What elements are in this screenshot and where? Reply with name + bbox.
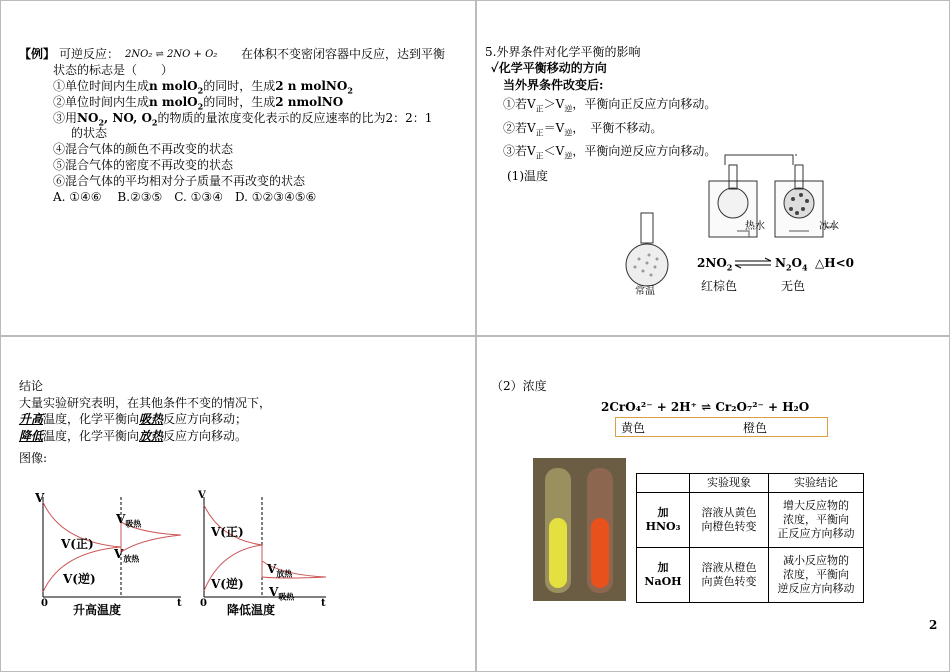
flask-label: 常温 bbox=[635, 286, 655, 297]
concentration-title: （2）浓度 bbox=[491, 379, 547, 393]
table-cell: 溶液从黄色 向橙色转变 bbox=[690, 493, 769, 548]
table-cell: 减小反应物的 浓度，平衡向 逆反应方向移动 bbox=[769, 548, 864, 603]
g1-v-zheng: V(正) bbox=[61, 537, 94, 551]
table-header-cell: 实验现象 bbox=[690, 474, 769, 493]
hot-water-label: 热水 bbox=[745, 221, 765, 232]
enthalpy: △H<0 bbox=[815, 256, 854, 270]
image-label: 图像: bbox=[19, 451, 48, 465]
example-label: 【例】 bbox=[19, 47, 56, 61]
g2-v-ni: V(逆) bbox=[211, 577, 244, 591]
color-box bbox=[615, 417, 828, 437]
table-row bbox=[637, 548, 864, 603]
option-1: ①单位时间内生成n molO$_2$的同时，生成2 n molNO$_2$ bbox=[53, 79, 353, 96]
slide-equilibrium-example bbox=[0, 0, 476, 336]
table-cell: 加NaOH bbox=[637, 548, 690, 603]
option-4: ④混合气体的颜色不再改变的状态 bbox=[53, 142, 234, 156]
g2-v-xire: $V_{吸热}$ bbox=[269, 585, 295, 602]
color-orange: 橙色 bbox=[743, 421, 768, 435]
table-header-cell bbox=[637, 474, 690, 493]
option-6: ⑥混合气体的平均相对分子质量不再改变的状态 bbox=[53, 174, 306, 188]
color-yellow: 黄色 bbox=[621, 421, 646, 435]
conclusion-line-1: 大量实验研究表明，在其他条件不变的情况下， bbox=[19, 396, 272, 410]
color-no2: 红棕色 bbox=[701, 279, 738, 293]
color-n2o4: 无色 bbox=[781, 279, 806, 293]
option-3-cont: 的状态 bbox=[71, 126, 108, 140]
example-lead2: 在体积不变密闭容器中反应，达到平衡 bbox=[241, 47, 446, 61]
condition-intro: 当外界条件改变后: bbox=[503, 78, 604, 92]
g1-axis-v: V bbox=[35, 491, 45, 505]
table-cell: 加HNO₃ bbox=[637, 493, 690, 548]
slide-concentration bbox=[476, 336, 950, 672]
g2-axis-v: V bbox=[198, 490, 206, 501]
g1-origin: 0 bbox=[41, 598, 48, 609]
g2-origin: 0 bbox=[200, 598, 207, 609]
g2-v-zheng: V(正) bbox=[211, 525, 244, 539]
slide-conclusion bbox=[0, 336, 476, 672]
table-header-cell: 实验结论 bbox=[769, 474, 864, 493]
subheading: ✓化学平衡移动的方向 bbox=[491, 61, 607, 75]
table-cell: 溶液从橙色 向黄色转变 bbox=[690, 548, 769, 603]
option-3: ③用$NO_2$, NO, $O_2$的物质的量浓度变化表示的反应速率的比为2：2：1 bbox=[53, 111, 433, 128]
temperature-label: (1)温度 bbox=[507, 169, 548, 183]
table-header-row bbox=[637, 474, 864, 493]
g2-v-fangre: $V_{放热}$ bbox=[267, 562, 293, 579]
slide-external-conditions bbox=[476, 0, 950, 336]
table-cell: 增大反应物的 浓度，平衡向 正反应方向移动 bbox=[769, 493, 864, 548]
conclusion-title: 结论 bbox=[19, 379, 44, 393]
g1-v-ni: V(逆) bbox=[63, 572, 96, 586]
conclusion-line-2: 升高温度，化学平衡向吸热反应方向移动； bbox=[19, 412, 248, 426]
n2o4-formula: $N_2O_4$ bbox=[775, 256, 808, 273]
results-table bbox=[636, 473, 864, 603]
g1-v-fangre: $V_{放热}$ bbox=[114, 547, 140, 564]
option-2: ②单位时间内生成n molO$_2$的同时，生成2 nmolNO bbox=[53, 95, 344, 112]
g1-axis-t: t bbox=[177, 598, 182, 609]
example-lead: 可逆反应： bbox=[59, 47, 120, 61]
case-2: ②若$V_正=V_逆$， 平衡不移动。 bbox=[503, 121, 663, 138]
g1-caption: 升高温度 bbox=[73, 603, 122, 617]
table-row bbox=[637, 493, 864, 548]
test-tube-photo bbox=[533, 458, 626, 601]
cold-water-label: 冰水 bbox=[819, 221, 839, 232]
example-question: 状态的标志是（ ） bbox=[53, 63, 174, 77]
no2-equation: $2NO_2$ bbox=[697, 256, 733, 273]
g1-v-xire: $V_{吸热}$ bbox=[116, 512, 142, 529]
chromate-equation: 2CrO₄²⁻ + 2H⁺ ⇌ Cr₂O₇²⁻ + H₂O bbox=[601, 400, 810, 414]
page-number: 2 bbox=[929, 618, 938, 632]
case-1: ①若$V_正>V_逆$，平衡向正反应方向移动。 bbox=[503, 97, 717, 114]
example-equation: 2NO₂ ⇌ 2NO + O₂ bbox=[125, 49, 218, 60]
g2-caption: 降低温度 bbox=[227, 603, 276, 617]
section-heading: 5.外界条件对化学平衡的影响 bbox=[485, 45, 641, 59]
equilibrium-arrow bbox=[733, 256, 773, 270]
case-3: ③若$V_正<V_逆$，平衡向逆反应方向移动。 bbox=[503, 144, 717, 161]
answer-choices: A. ①④⑥ B.②③⑤ C. ①③④ D. ①②③④⑤⑥ bbox=[53, 190, 317, 204]
g2-axis-t: t bbox=[321, 598, 326, 609]
conclusion-line-3: 降低温度，化学平衡向放热反应方向移动。 bbox=[19, 429, 248, 443]
graph-raise-temperature bbox=[31, 487, 191, 607]
option-5: ⑤混合气体的密度不再改变的状态 bbox=[53, 158, 234, 172]
